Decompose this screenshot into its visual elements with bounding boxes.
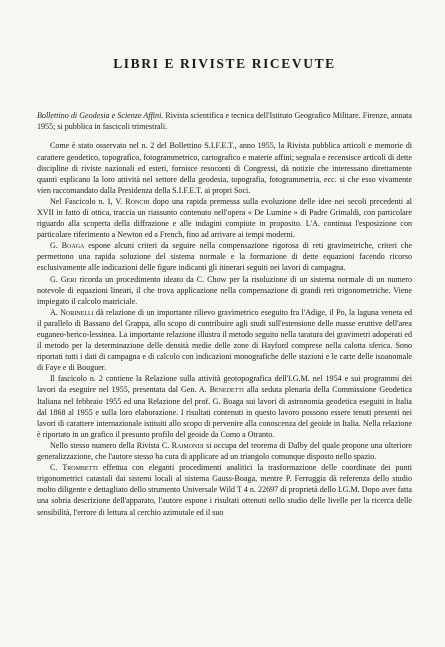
review-paragraph bbox=[37, 307, 412, 374]
paragraph-text: espone alcuni criteri da seguire nella compensazione rigorosa di reti gravimetriche, criteri che permettono una rapida soluzione del sistema normale e la formazione di dette equazioni facendo ricorso esclusivamente alle indicazioni delle figure indicanti gli itinerari seguiti nei lavori di campagna. bbox=[37, 241, 412, 273]
review-paragraph bbox=[37, 140, 412, 195]
paragraph-text: G. bbox=[50, 274, 61, 284]
paragraph-text: dopo una rapida premessa sulla evoluzione delle idee nei secoli precedenti al XVII in fatto di ottica, traccia un riassunto contenuto nell'opera « De Lumine » di Padre Grimaldi, con particolare riguardo alla scoperta della diffrazione e alle indagini compiute in proposito. L'A. continua l'esposizione con particolare riferimento a Newton ed a French, fino ad arrivare ai tempi moderni. bbox=[37, 196, 412, 240]
paragraph-text: ricorda un procedimento ideato da C. Chow per la risoluzione di un sistema normale di un numero notevole di equazioni lineari, il che trova applicazione nella compensazione di grandi reti trigonometriche. Viene impiegato il calcolo matriciale. bbox=[37, 274, 412, 306]
review-paragraph bbox=[37, 196, 412, 240]
author-name: Norinelli bbox=[60, 307, 94, 317]
author-name: Ronchi bbox=[125, 196, 150, 206]
heading-spacer bbox=[37, 72, 412, 110]
author-name: Raimondi bbox=[171, 440, 204, 450]
author-name: Geri bbox=[60, 274, 77, 284]
review-paragraph bbox=[37, 240, 412, 273]
paragraph-text: dà relazione di un importante rilievo gravimetrico eseguito fra l'Adige, il Po, la laguna veneta ed il parallelo di Bassano del Grappa, allo scopo di contribuire agli studi sull'estensione delle masse eruttive dell'area euganeo-berico-lessinea. La importante relazione illustra il metodo seguito nella taratura dei gravimetri adoperati ed il metodo per la determinazione delle densità medie delle zone di Hayford comprese nella calotta sferica. Sono riportati tutti i dati di campagna e di calcolo con indicazioni monografiche delle stazioni e le carte delle isoanomale di Faye e di Bouguer. bbox=[37, 307, 412, 373]
paragraph-text: A. bbox=[50, 307, 61, 317]
paragraph-text: C. bbox=[50, 463, 63, 473]
review-paragraph bbox=[37, 373, 412, 440]
paragraph-text: G. bbox=[50, 241, 62, 251]
paragraph-text: Il fascicolo n. 2 contiene la Relazione sulla attività geotopografica dell'I.G.M. nel 1954 e sui programmi dei lavori da eseguire nel 1955, presentata dal Gen. A. bbox=[37, 374, 412, 395]
paragraph-text: Nello stesso numero della Rivista C. bbox=[50, 440, 172, 450]
paragraph-text: si occupa del teorema di Dalby del quale propone una ulteriore generalizzazione, che l'autore stesso ha cura di applicare ad un triangolo comunque disposto nello spazio. bbox=[37, 440, 412, 462]
review-body bbox=[37, 140, 412, 517]
publication-title: Bollettino di Geodesia e Scienze Affini. bbox=[37, 111, 164, 120]
review-paragraph bbox=[37, 440, 412, 462]
author-name: Trombetti bbox=[62, 463, 98, 473]
paragraph-text: Come è stato osservato nel n. 2 del Bollettino S.I.F.E.T., anno 1955, la Rivista pubblica articoli e memorie di carattere geodetico, topografico, fotogrammetrico, cartografico e materie affini; segnala e recensisce articoli di dette discipline di riviste nazionali ed esteri, fornisce resoconti di Congressi, dà notizie che interessano direttamente quanti esplicano la loro attività nel settore della geodesia, topografia, fotogrammetria, ecc. si che esso vivamente vien raccomandato dalla Presidenza della S.I.F.E.T. ai propri Soci. bbox=[37, 141, 412, 195]
section-heading: LIBRI E RIVISTE RICEVUTE bbox=[113, 56, 336, 71]
paragraph-text: Nel Fascicolo n. I, V. bbox=[50, 196, 126, 206]
author-name: Boaga bbox=[61, 241, 85, 251]
author-name: Benedetti bbox=[209, 385, 244, 395]
review-paragraph bbox=[37, 462, 412, 517]
paragraph-text: effettua con eleganti procedimenti analitici la trasformazione delle coordinate dei punti trigonometrici catastali dai sistemi locali al sistema Gauss-Boaga, mentre P. Ferruggia dà referenza dello studio molto diligente e dettagliato dello strumento Universale Wild T 4 n. 22697 di proprietà dello I.G.M. Dopo aver fatta una sobria descrizione dell'apparato, l'autore espone i risultati ottenuti nello studio delle livelle per la ricerca delle sensibilità, l'errore di lettura al cerchio azimutale ed il suo bbox=[37, 463, 412, 517]
paragraph-text: alla seduta plenaria della Commissione Geodetica Italiana nel febbraio 1955 ed una Relazione del prof. G. Boaga sui lavori di astronomia geodetica eseguiti in Italia dal 1868 al 1955 e sulla loro elaborazione. I risultati contenuti in questo lavoro possono essere tenuti presenti nei lavori di carattere internazionale istituiti allo scopo di pervenire alla conoscenza del geoide in Italia. Nella relazione è riportato in un grafico il presunto profilo del geoide da Como a Otranto. bbox=[37, 385, 412, 439]
publication-description: Rivista scientifica e tecnica dell'Istituto Geografico Militare. Firenze, annata 1955; si pubblica in fascicoli trimestrali. bbox=[37, 111, 412, 132]
review-paragraph bbox=[37, 274, 412, 307]
publication-entry bbox=[37, 110, 412, 132]
